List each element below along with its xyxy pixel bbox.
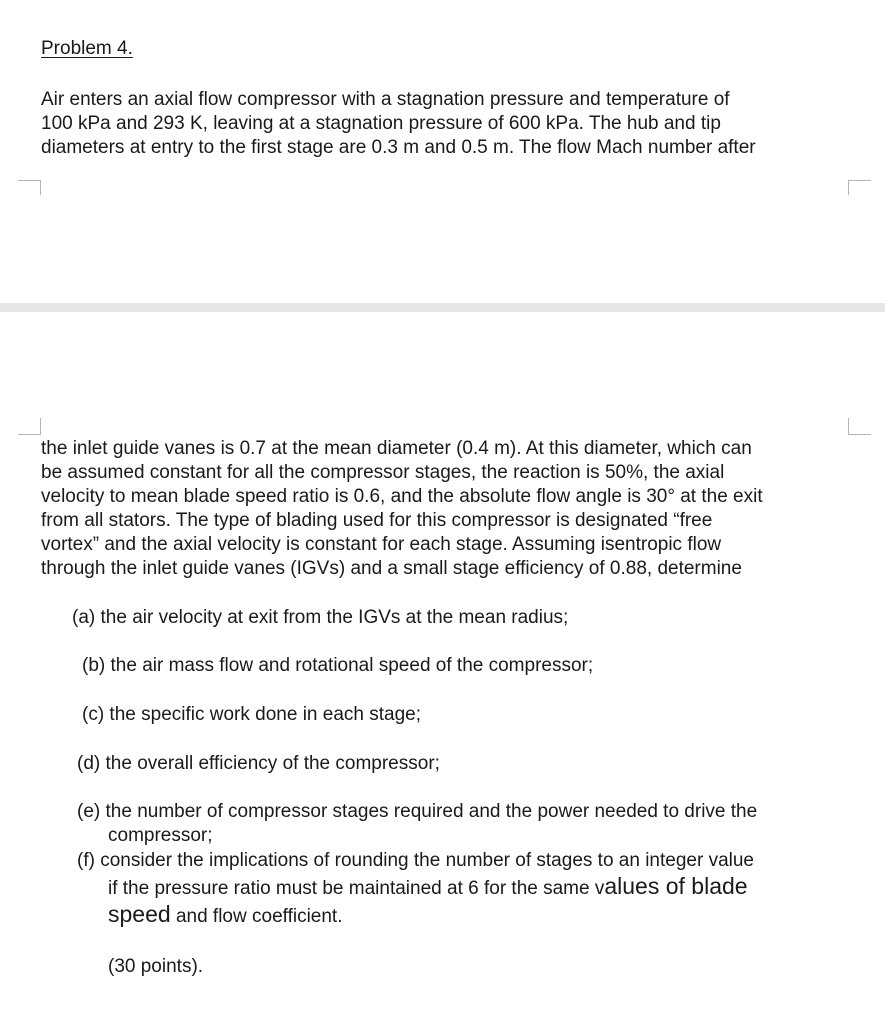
part-f-line-2 xyxy=(108,874,748,901)
part-c: (c) the specific work done in each stage; xyxy=(82,704,422,725)
continued-line-6: through the inlet guide vanes (IGVs) and a small stage efficiency of 0.88, determine xyxy=(41,558,742,579)
part-f-line-2-large: alues of blade xyxy=(604,873,748,899)
continued-line-1: the inlet guide vanes is 0.7 at the mean diameter (0.4 m). At this diameter, which can xyxy=(41,438,752,459)
continued-line-3: velocity to mean blade speed ratio is 0.6, and the absolute flow angle is 30° at the exit xyxy=(41,486,763,507)
part-b: (b) the air mass flow and rotational speed of the compressor; xyxy=(82,655,594,676)
page-break-separator xyxy=(0,303,885,312)
part-f-line-3-normal: and flow coefficient. xyxy=(170,906,343,927)
page-corner-mark-top-right xyxy=(848,180,871,195)
intro-line-1: Air enters an axial flow compressor with a stagnation pressure and temperature of xyxy=(41,89,730,110)
continued-line-5: vortex” and the axial velocity is constant for each stage. Assuming isentropic flow xyxy=(41,534,722,555)
part-e-line-1: (e) the number of compressor stages required and the power needed to drive the xyxy=(77,801,758,822)
part-f-line-3-large: speed xyxy=(108,901,171,927)
part-f-line-1: (f) consider the implications of rounding the number of stages to an integer value xyxy=(77,850,754,871)
points-label: (30 points). xyxy=(108,956,204,977)
continued-line-2: be assumed constant for all the compressor stages, the reaction is 50%, the axial xyxy=(41,462,725,483)
intro-line-3: diameters at entry to the first stage are 0.3 m and 0.5 m. The flow Mach number after xyxy=(41,137,756,158)
part-f-line-3 xyxy=(108,902,342,929)
page-corner-mark-bottom-right xyxy=(848,418,871,435)
intro-line-2: 100 kPa and 293 K, leaving at a stagnation pressure of 600 kPa. The hub and tip xyxy=(41,113,721,134)
page-corner-mark-bottom-left xyxy=(18,418,41,435)
problem-title: Problem 4. xyxy=(41,38,133,59)
continued-line-4: from all stators. The type of blading used for this compressor is designated “free xyxy=(41,510,713,531)
part-d: (d) the overall efficiency of the compressor; xyxy=(77,753,440,774)
part-f-line-2-normal: if the pressure ratio must be maintained at 6 for the same v xyxy=(108,878,605,899)
part-e-line-2: compressor; xyxy=(108,825,213,846)
page-corner-mark-top-left xyxy=(18,180,41,195)
part-a: (a) the air velocity at exit from the IGVs at the mean radius; xyxy=(72,607,569,628)
